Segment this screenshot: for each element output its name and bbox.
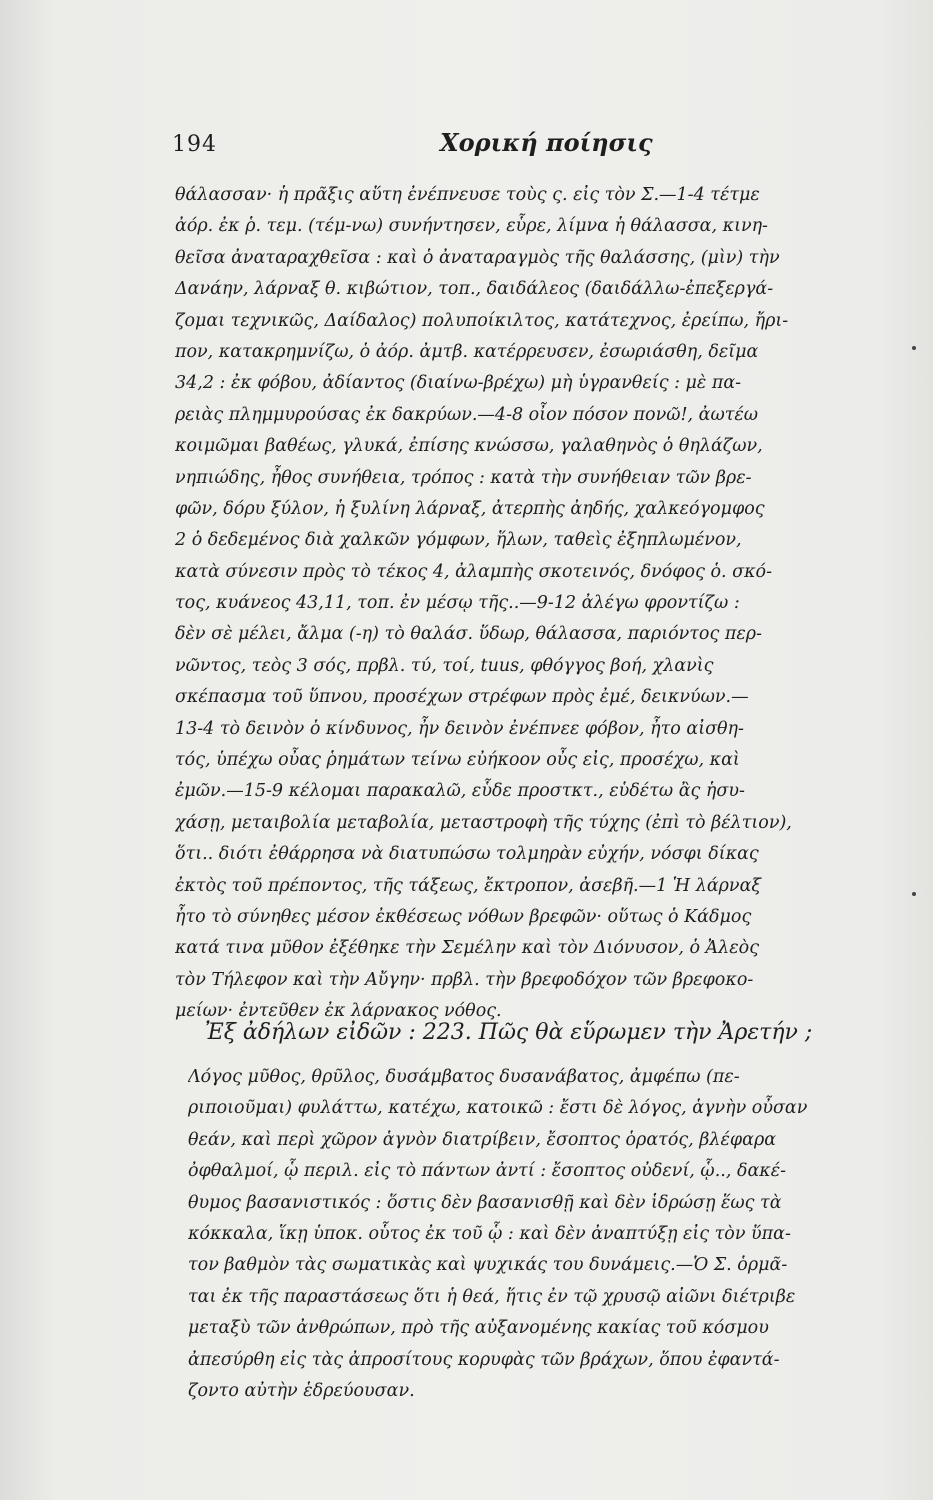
text-line: χάσῃ, μεταιβολία μεταβολία, μεταστροφὴ τῆς τύχης (ἐπὶ τὸ βέλτιον), [175, 812, 792, 833]
text-line: ζομαι τεχνικῶς, Δαίδαλος) πολυποίκιλτος, κατάτεχνος, ἐρείπω, ἤρι- [175, 310, 789, 331]
text-line: θάλασσαν· ἡ πρᾶξις αὕτη ἐνέπνευσε τοὺς ς. εἰς τὸν Σ.—1-4 τέτμε [175, 185, 760, 205]
text-line: ἦτο τὸ σύνηθες μέσον ἐκθέσεως νόθων βρεφῶν· οὕτως ὁ Κάδμος [175, 906, 752, 927]
text-line: μείων· ἐντεῦθεν ἐκ λάρνακος νόθος. [175, 1001, 502, 1022]
page-number: 194 [172, 132, 217, 157]
text-line: ται ἐκ τῆς παραστάσεως ὅτι ἡ θεά, ἥτις ἐν τῷ χρυσῷ αἰῶνι διέτριβε [188, 1286, 796, 1307]
text-line: τός, ὑπέχω οὖας ῥημάτων τείνω εὐήκοον οὖς εἰς, προσέχω, καὶ [175, 750, 740, 771]
text-line: κόκκαλα, ἵκῃ ὑποκ. οὗτος ἐκ τοῦ ᾧ : καὶ δὲν ἀναπτύξῃ εἰς τὸν ὕπα- [188, 1223, 791, 1244]
text-line: Δανάην, λάρναξ θ. κιβώτιον, τοπ., δαιδάλεος (δαιδάλλω-ἐπεξεργά- [175, 279, 774, 300]
text-line: 34,2 : ἐκ φόβου, ἀδίαντος (διαίνω-βρέχω) μὴ ὑγρανθείς : μὲ πα- [175, 373, 742, 394]
text-line: δὲν σὲ μέλει, ἄλμα (-η) τὸ θαλάσ. ὕδωρ, θάλασσα, παριόντος περ- [175, 624, 762, 645]
text-line: θυμος βασανιστικός : ὅστις δὲν βασανισθῇ καὶ δὲν ἱδρώσῃ ἕως τὰ [188, 1192, 782, 1213]
text-line: ἀπεσύρθη εἰς τὰς ἀπροσίτους κορυφὰς τῶν βράχων, ὅπου ἐφαντά- [188, 1349, 780, 1370]
section-heading: Ἐξ ἀδήλων εἰδῶν : 223. Πῶς θὰ εὕρωμεν τὴν Ἀρετήν ; [205, 1020, 813, 1045]
text-line: θεάν, καὶ περὶ χῶρον ἁγνὸν διατρίβειν, ἔσοπτος ὁρατός, βλέφαρα [188, 1129, 777, 1150]
text-line: ἀόρ. ἐκ ῥ. τεμ. (τέμ-νω) συνήντησεν, εὗρε, λίμνα ἡ θάλασσα, κινη- [175, 216, 768, 237]
running-title: Χορική ποίησις [440, 128, 653, 157]
text-line: Λόγος μῦθος, θρῦλος, δυσάμβατος δυσανάβατος, ἀμφέπω (πε- [188, 1067, 740, 1087]
text-line: ὅτι.. διότι ἐθάρρησα νὰ διατυπώσω τολμηρὰν εὐχήν, νόσφι δίκας [175, 844, 759, 865]
text-line: μεταξὺ τῶν ἀνθρώπων, πρὸ τῆς αὐξανομένης κακίας τοῦ κόσμου [188, 1318, 769, 1339]
commentary-paragraph [175, 180, 895, 1028]
page-header [172, 128, 692, 164]
margin-dot [912, 346, 916, 350]
text-line: 2 ὁ δεδεμένος διὰ χαλκῶν γόμφων, ἥλων, ταθεὶς ἐξηπλωμένον, [175, 530, 742, 551]
text-line: φῶν, δόρυ ξύλον, ἡ ξυλίνη λάρναξ, ἀτερπὴς ἀηδής, χαλκεόγομφος [175, 498, 765, 519]
text-line: ὀφθαλμοί, ᾧ περιλ. εἰς τὸ πάντων ἀντί : ἔσοπτος οὐδενί, ᾧ.., δακέ- [188, 1161, 787, 1182]
text-line: θεῖσα ἀναταραχθεῖσα : καὶ ὁ ἀναταραγμὸς τῆς θαλάσσης, (μὶν) τὴν [175, 247, 780, 268]
text-line: κοιμῶμαι βαθέως, γλυκά, ἐπίσης κνώσσω, γαλαθηνὸς ὁ θηλάζων, [175, 436, 763, 457]
text-line: 13-4 τὸ δεινὸν ὁ κίνδυνος, ἦν δεινὸν ἐνέπνεε φόβον, ἦτο αἰσθη- [175, 718, 744, 739]
text-line: νῶντος, τεὸς 3 σός, πρβλ. τύ, τοί, tuus, φθόγγος βοή, χλανὶς [175, 655, 714, 676]
text-line: ρειὰς πλημμυρούσας ἐκ δακρύων.—4-8 οἶον πόσον πονῶ!, ἀωτέω [175, 404, 759, 425]
text-line: ριποιοῦμαι) φυλάττω, κατέχω, κατοικῶ : ἔστι δὲ λόγος, ἁγνὴν οὖσαν [188, 1098, 808, 1119]
text-line: νηπιώδης, ἦθος συνήθεια, τρόπος : κατὰ τὴν συνήθειαν τῶν βρε- [175, 467, 752, 488]
text-line: κατά τινα μῦθον ἐξέθηκε τὴν Σεμέλην καὶ τὸν Διόνυσον, ὁ Ἀλεὸς [175, 938, 759, 959]
text-line: κατὰ σύνεσιν πρὸς τὸ τέκος 4, ἀλαμπὴς σκοτεινός, δνόφος ὁ. σκό- [175, 561, 772, 582]
text-line: τον βαθμὸν τὰς σωματικὰς καὶ ψυχικάς του δυνάμεις.—Ὁ Σ. ὁρμᾶ- [188, 1255, 788, 1276]
text-line: τὸν Τήλεφον καὶ τὴν Αὔγην· πρβλ. τὴν βρεφοδόχον τῶν βρεφοκο- [175, 969, 754, 990]
section-paragraph [188, 1062, 908, 1407]
text-line: τος, κυάνεος 43,11, τοπ. ἐν μέσῳ τῆς..—9-12 ἀλέγω φροντίζω : [175, 593, 740, 614]
margin-dot [912, 892, 916, 896]
text-line: σκέπασμα τοῦ ὕπνου, προσέχων στρέφων πρὸς ἐμέ, δεικνύων.— [175, 687, 749, 708]
text-line: ἐκτὸς τοῦ πρέποντος, τῆς τάξεως, ἔκτροπον, ἀσεβῆ.—1 Ἡ λάρναξ [175, 875, 762, 896]
text-line: πον, κατακρημνίζω, ὁ ἀόρ. ἀμτβ. κατέρρευσεν, ἐσωριάσθη, δεῖμα [175, 341, 759, 362]
text-line: ζοντο αὐτὴν ἑδρεύουσαν. [188, 1380, 415, 1401]
text-line: ἐμῶν.—15-9 κέλομαι παρακαλῶ, εὗδε προστκτ., εὑδέτω ἂς ἡσυ- [175, 781, 745, 802]
